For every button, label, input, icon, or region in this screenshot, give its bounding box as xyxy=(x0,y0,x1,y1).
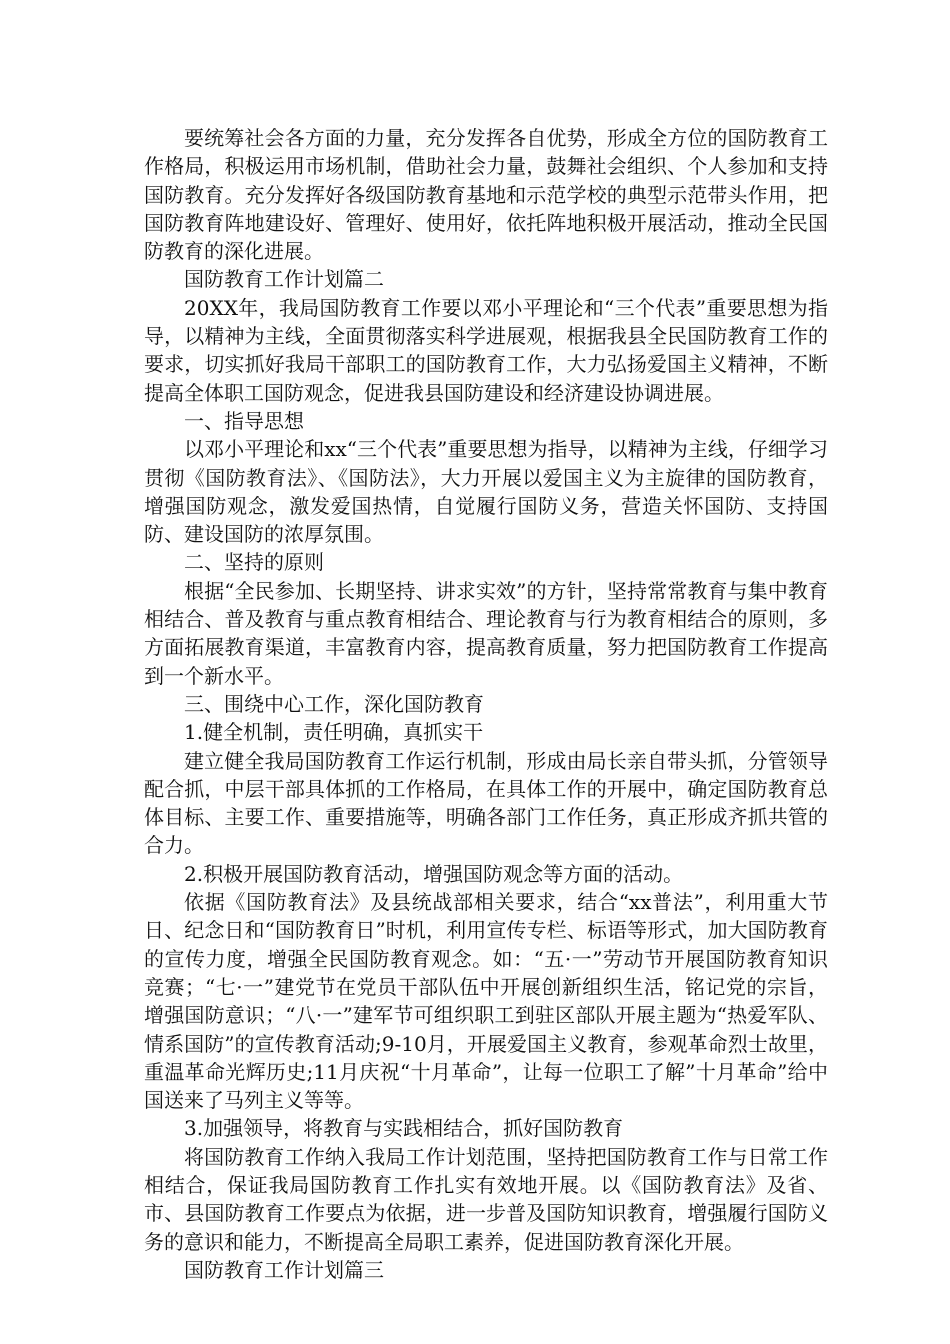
subsection-heading: 2.积极开展国防教育活动，增强国防观念等方面的活动。 xyxy=(184,861,684,886)
body-paragraph: 20XX年，我局国防教育工作要以邓小平理论和“三个代表”重要思想为指导，以精神为主线，全面贯彻落实科学进展观，根据我县全民国防教育工作的要求，切实抓好我局干部职工的国防教育工作，大力弘扬爱国主义精神，不断提高全体职工国防观念，促进我县国防建设和经济建设协调进展。 xyxy=(144,295,828,405)
section-heading: 国防教育工作计划篇二 xyxy=(184,267,384,292)
subsection-heading: 3.加强领导，将教育与实践相结合，抓好国防教育 xyxy=(184,1116,624,1141)
body-paragraph: 建立健全我局国防教育工作运行机制，形成由局长亲自带头抓，分管领导配合抓，中层干部具体抓的工作格局，在具体工作的开展中，确定国防教育总体目标、主要工作、重要措施等，明确各部门工作任务，真正形成齐抓共管的合力。 xyxy=(144,748,828,858)
subsection-heading: 1.健全机制，责任明确，真抓实干 xyxy=(184,720,484,745)
section-heading: 二、坚持的原则 xyxy=(184,550,324,575)
document-body xyxy=(144,124,828,1284)
body-paragraph: 要统筹社会各方面的力量，充分发挥各自优势，形成全方位的国防教育工作格局，积极运用市场机制，借助社会力量，鼓舞社会组织、个人参加和支持国防教育。充分发挥好各级国防教育基地和示范学校的典型示范带头作用，把国防教育阵地建设好、管理好、使用好，依托阵地积极开展活动，推动全民国防教育的深化进展。 xyxy=(144,126,828,264)
section-heading: 国防教育工作计划篇三 xyxy=(184,1257,384,1282)
body-paragraph: 根据“全民参加、长期坚持、讲求实效”的方针，坚持常常教育与集中教育相结合、普及教育与重点教育相结合、理论教育与行为教育相结合的原则，多方面拓展教育渠道，丰富教育内容，提高教育质量，努力把国防教育工作提高到一个新水平。 xyxy=(144,578,828,688)
section-heading: 三、围绕中心工作，深化国防教育 xyxy=(184,691,484,716)
body-paragraph: 依据《国防教育法》及县统战部相关要求，结合“xx普法”，利用重大节日、纪念日和“国防教育日”时机，利用宣传专栏、标语等形式，加大国防教育的宣传力度，增强全民国防教育观念。如：“五·一”劳动节开展国防教育知识竞赛；“七·一”建党节在党员干部队伍中开展创新组织生活，铭记党的宗旨，增强国防意识；“八·一”建军节可组织职工到驻区部队开展主题为“热爱军队、情系国防”的宣传教育活动;9-10月，开展爱国主义教育，参观革命烈士故里，重温革命光辉历史;11月庆祝“十月革命”，让每一位职工了解”十月革命”给中国送来了马列主义等等。 xyxy=(144,890,828,1113)
body-paragraph: 以邓小平理论和xx“三个代表”重要思想为指导，以精神为主线，仔细学习贯彻《国防教育法》、《国防法》，大力开展以爱国主义为主旋律的国防教育，增强国防观念，激发爱国热情，自觉履行国防义务，营造关怀国防、支持国防、建设国防的浓厚氛围。 xyxy=(144,437,828,547)
body-paragraph: 将国防教育工作纳入我局工作计划范围，坚持把国防教育工作与日常工作相结合，保证我局国防教育工作扎实有效地开展。以《国防教育法》及省、市、县国防教育工作要点为依据，进一步普及国防知识教育，增强履行国防义务的意识和能力，不断提高全局职工素养，促进国防教育深化开展。 xyxy=(144,1144,828,1254)
section-heading: 一、指导思想 xyxy=(184,408,304,433)
